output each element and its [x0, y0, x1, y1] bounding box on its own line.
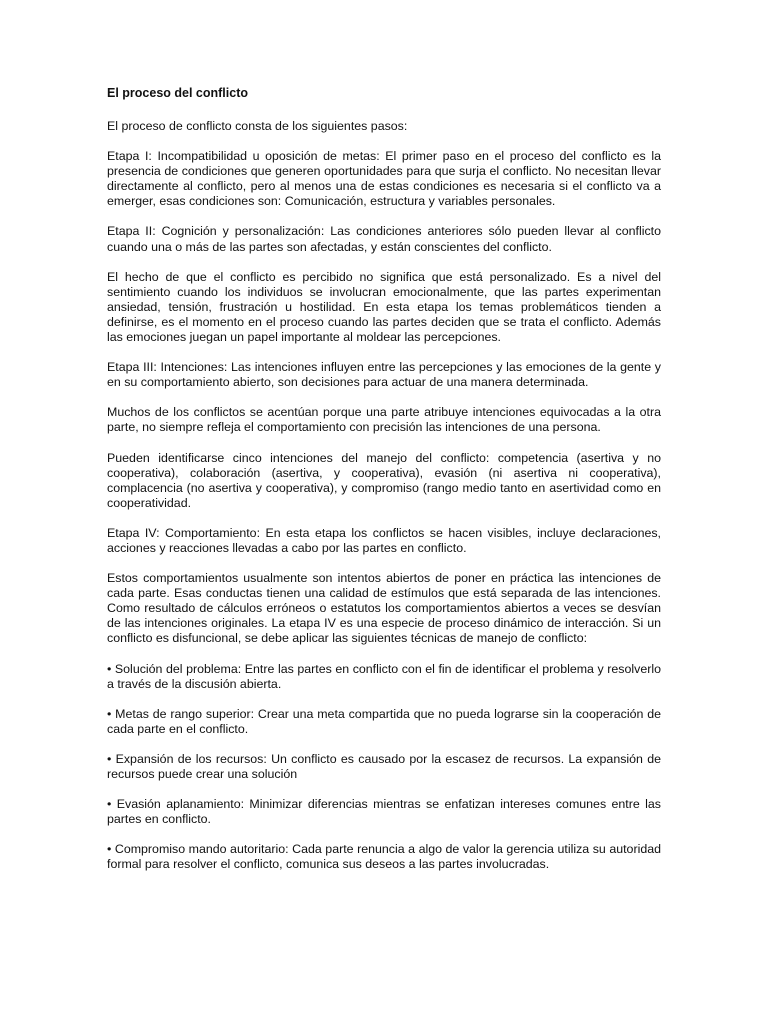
paragraph-etapa-3: Etapa III: Intenciones: Las intenciones influyen entre las percepciones y las emociones de la gente y en su comportamiento abierto, son decisiones para actuar de una manera determinada.: [107, 360, 661, 390]
paragraph-comportamientos: Estos comportamientos usualmente son intentos abiertos de poner en práctica las intenciones de cada parte. Esas conductas tienen una calidad de estímulos que está separada de las intenciones. Como resultado de cálculos erróneos o estatutos los comportamientos abiertos a veces se desvían de las intenciones originales. La etapa IV es una especie de proceso dinámico de interacción. Si un conflicto es disfuncional, se debe aplicar las siguientes técnicas de manejo de conflicto:: [107, 571, 661, 646]
list-item-expansion-recursos: • Expansión de los recursos: Un conflicto es causado por la escasez de recursos. La expansión de recursos puede crear una solución: [107, 751, 661, 781]
paragraph-cinco-intenciones: Pueden identificarse cinco intenciones del manejo del conflicto: competencia (asertiva y no cooperativa), colaboración (asertiva, y cooperativa), evasión (ni asertiva ni cooperativa), complacencia (no asertiva y cooperativa), y compromiso (rango medio tanto en asertividad como en cooperatividad.: [107, 450, 661, 510]
list-item-metas-rango-superior: • Metas de rango superior: Crear una meta compartida que no pueda lograrse sin la cooperación de cada parte en el conflicto.: [107, 706, 661, 736]
document-title: El proceso del conflicto: [107, 86, 248, 100]
paragraph-intenciones-equivocadas: Muchos de los conflictos se acentúan porque una parte atribuye intenciones equivocadas a la otra parte, no siempre refleja el comportamiento con precisión las intenciones de una persona.: [107, 405, 661, 435]
list-item-evasion-aplanamiento: • Evasión aplanamiento: Minimizar diferencias mientras se enfatizan intereses comunes entre las partes en conflicto.: [107, 797, 661, 827]
list-item-compromiso-mando: • Compromiso mando autoritario: Cada parte renuncia a algo de valor la gerencia utiliza su autoridad formal para resolver el conflicto, comunica sus deseos a las partes involucradas.: [107, 842, 661, 872]
paragraph-intro: El proceso de conflicto consta de los siguientes pasos:: [107, 119, 408, 133]
list-item-solucion-problema: • Solución del problema: Entre las partes en conflicto con el fin de identificar el problema y resolverlo a través de la discusión abierta.: [107, 661, 661, 691]
paragraph-etapa-1: Etapa I: Incompatibilidad u oposición de metas: El primer paso en el proceso del conflicto es la presencia de condiciones que generen oportunidades para que surja el conflicto. No necesitan llevar directamente al conflicto, pero al menos una de estas condiciones es necesaria si el conflicto va a emerger, esas condiciones son: Comunicación, estructura y variables personales.: [107, 149, 661, 209]
paragraph-percepcion: El hecho de que el conflicto es percibido no significa que está personalizado. Es a nivel del sentimiento cuando los individuos se involucran emocionalmente, que las partes experimentan ansiedad, tensión, frustración u hostilidad. En esta etapa los temas problemáticos tienden a definirse, es el momento en el proceso cuando las partes deciden que se trata el conflicto. Además las emociones juegan un papel importante al moldear las percepciones.: [107, 269, 661, 345]
document-page: [107, 86, 661, 887]
paragraph-etapa-2: Etapa II: Cognición y personalización: Las condiciones anteriores sólo pueden llevar al conflicto cuando una o más de las partes son afectadas, y están conscientes del conflicto.: [107, 224, 661, 254]
paragraph-etapa-4: Etapa IV: Comportamiento: En esta etapa los conflictos se hacen visibles, incluye declaraciones, acciones y reacciones llevadas a cabo por las partes en conflicto.: [107, 525, 661, 555]
